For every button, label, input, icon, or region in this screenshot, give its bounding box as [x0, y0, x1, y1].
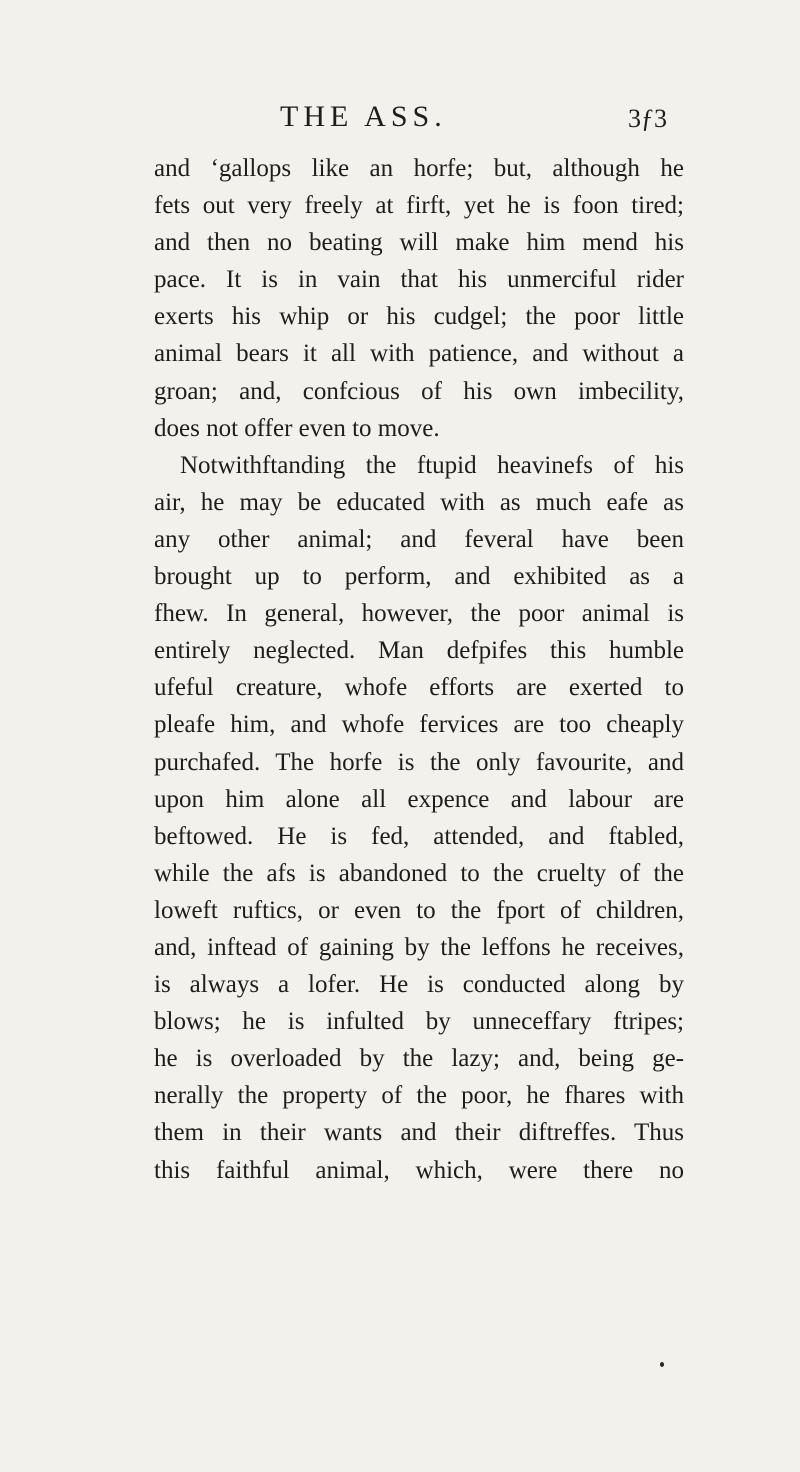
ink-speck [660, 1362, 664, 1367]
text-line: nerally the property of the poor, he fhares with [154, 1082, 684, 1110]
text-line: upon him alone all expence and labour are [154, 785, 684, 813]
text-line: groan; and, confcious of his own imbecility, [154, 377, 684, 405]
text-line: pace. It is in vain that his unmerciful rider [154, 266, 684, 294]
text-line: while the afs is abandoned to the cruelty of the [154, 859, 684, 887]
text-line: fets out very freely at firft, yet he is foon tired; [154, 192, 684, 220]
text-line: and ‘gallops like an horfe; but, although he [154, 155, 684, 182]
text-line: does not offer even to move. [154, 414, 440, 442]
text-line: pleafe him, and whofe fervices are too cheaply [154, 711, 684, 739]
text-line: and, inftead of gaining by the leffons he receives, [154, 933, 684, 961]
text-line: fhew. In general, however, the poor animal is [154, 600, 684, 628]
text-line: and then no beating will make him mend his [154, 229, 684, 257]
paragraph-start-line: Notwithftanding the ftupid heavinefs of his [180, 451, 684, 479]
text-line: beftowed. He is fed, attended, and ftabled, [154, 822, 684, 850]
page-number: 3ƒ3 [628, 104, 667, 133]
running-title: THE ASS. [280, 100, 447, 133]
text-line: animal bears it all with patience, and without a [154, 340, 684, 368]
text-line: air, he may be educated with as much eafe as [154, 488, 684, 516]
text-line: loweft ruftics, or even to the fport of children, [154, 896, 684, 924]
text-line: any other animal; and feveral have been [154, 525, 684, 553]
text-line: he is overloaded by the lazy; and, being ge- [154, 1045, 684, 1073]
running-head [0, 100, 800, 140]
text-line: brought up to perform, and exhibited as a [154, 563, 684, 591]
text-line: is always a lofer. He is conducted along by [154, 971, 684, 999]
text-line: purchafed. The horfe is the only favourite, and [154, 748, 684, 776]
body-text [154, 150, 684, 1189]
text-line: this faithful animal, which, were there no [154, 1156, 684, 1184]
text-line: them in their wants and their diftreffes. Thus [154, 1119, 684, 1147]
text-line: exerts his whip or his cudgel; the poor little [154, 303, 684, 331]
text-line: blows; he is infulted by unneceffary ftripes; [154, 1008, 684, 1036]
text-line: ufeful creature, whofe efforts are exerted to [154, 674, 684, 702]
text-line: entirely neglected. Man defpifes this humble [154, 637, 684, 665]
